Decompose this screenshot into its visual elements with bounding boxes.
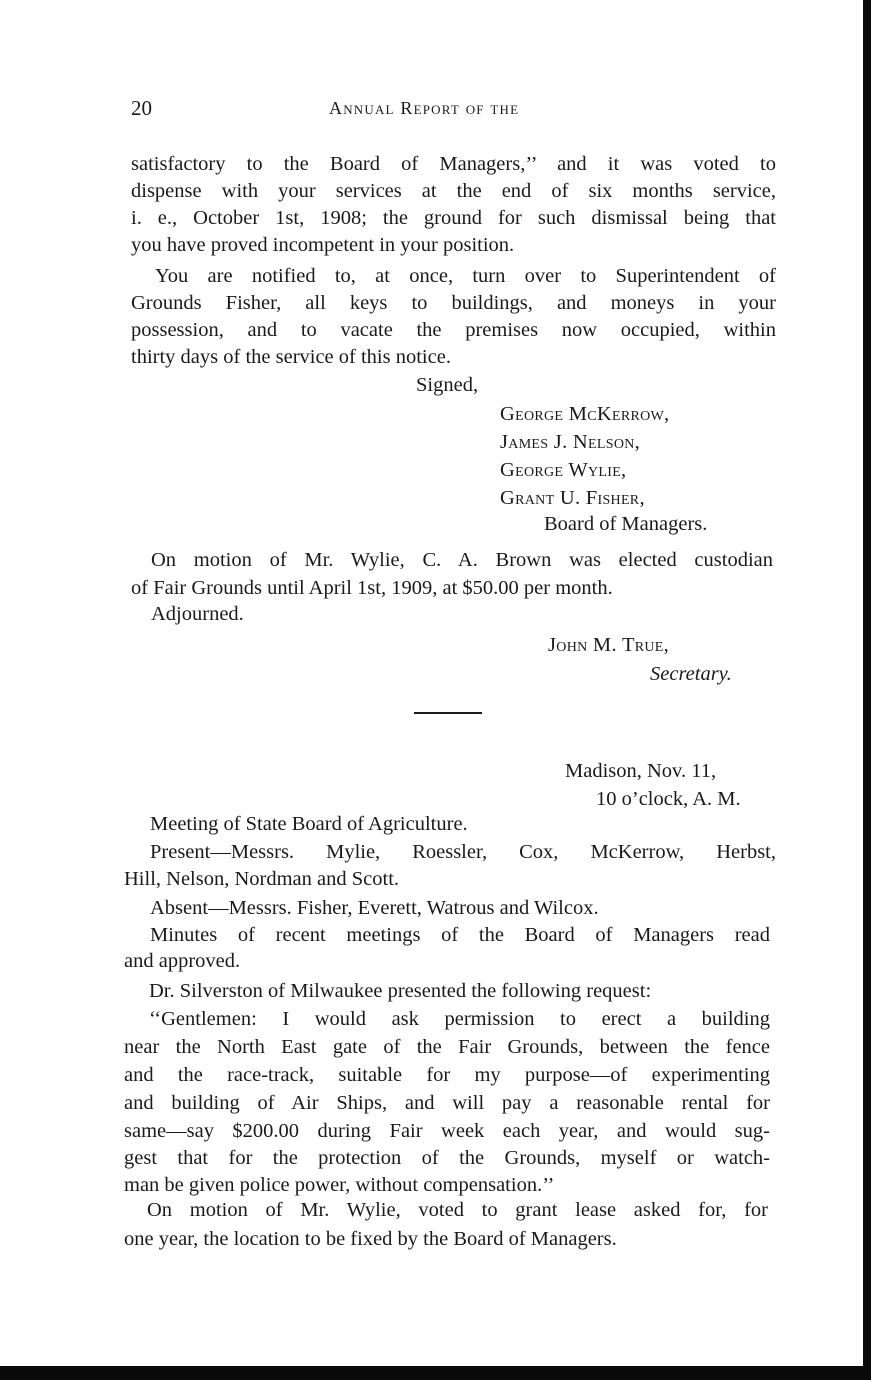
quote-line: near the North East gate of the Fair Grounds, between the fence (124, 1036, 770, 1058)
adjourned-text: Adjourned. (151, 603, 244, 625)
body-line: and approved. (124, 950, 241, 972)
signatory-name: Grant U. Fisher, (500, 487, 645, 509)
body-line: On motion of Mr. Wylie, C. A. Brown was elected custodian (151, 549, 773, 571)
body-line: of Fair Grounds until April 1st, 1909, at $50.00 per month. (131, 577, 613, 599)
body-line: satisfactory to the Board of Managers,’’ and it was voted to (131, 153, 776, 175)
quote-line: ‘‘Gentlemen: I would ask permission to erect a building (149, 1008, 770, 1030)
quote-line: and the race-track, suitable for my purpose—of experimenting (124, 1064, 770, 1086)
signed-label: Signed, (416, 374, 479, 396)
body-line: On motion of Mr. Wylie, voted to grant lease asked for, for (147, 1199, 768, 1221)
body-line: You are notified to, at once, turn over to Superintendent of (155, 265, 776, 287)
body-line: Dr. Silverston of Milwaukee presented the following request: (149, 980, 652, 1002)
body-line: thirty days of the service of this notice. (131, 346, 451, 368)
body-line: Meeting of State Board of Agriculture. (150, 813, 468, 835)
secretary-name: John M. True, (548, 634, 670, 656)
secretary-title: Secretary. (650, 663, 732, 685)
meeting-time: 10 o’clock, A. M. (596, 788, 741, 810)
section-divider (414, 712, 482, 714)
body-line: dispense with your services at the end of six months service, (131, 180, 776, 202)
signatory-name: James J. Nelson, (500, 431, 641, 453)
signatory-name: George McKerrow, (500, 403, 670, 425)
body-line: Grounds Fisher, all keys to buildings, and moneys in your (131, 292, 776, 314)
scan-edge-right (863, 0, 871, 1380)
quote-line: man be given police power, without compensation.’’ (124, 1174, 555, 1196)
dateline: Madison, Nov. 11, (565, 760, 717, 782)
board-signature: Board of Managers. (544, 513, 708, 535)
quote-line: gest that for the protection of the Grounds, myself or watch- (124, 1147, 770, 1169)
body-line: Present—Messrs. Mylie, Roessler, Cox, McKerrow, Herbst, (150, 841, 776, 863)
quote-line: same—say $200.00 during Fair week each year, and would sug- (124, 1120, 770, 1142)
body-line: i. e., October 1st, 1908; the ground for such dismissal being that (131, 207, 776, 229)
page-number: 20 (131, 96, 152, 120)
body-line: you have proved incompetent in your position. (131, 234, 515, 256)
running-title: Annual Report of the (329, 98, 520, 118)
page-header (131, 96, 776, 126)
body-line: Hill, Nelson, Nordman and Scott. (124, 868, 400, 890)
body-line: Absent—Messrs. Fisher, Everett, Watrous and Wilcox. (150, 897, 599, 919)
quote-line: and building of Air Ships, and will pay a reasonable rental for (124, 1092, 770, 1114)
signatory-name: George Wylie, (500, 459, 627, 481)
body-line: Minutes of recent meetings of the Board of Managers read (150, 924, 770, 946)
scan-edge-bottom (0, 1366, 871, 1380)
body-line: one year, the location to be fixed by the Board of Managers. (124, 1228, 617, 1250)
body-line: possession, and to vacate the premises now occupied, within (131, 319, 776, 341)
